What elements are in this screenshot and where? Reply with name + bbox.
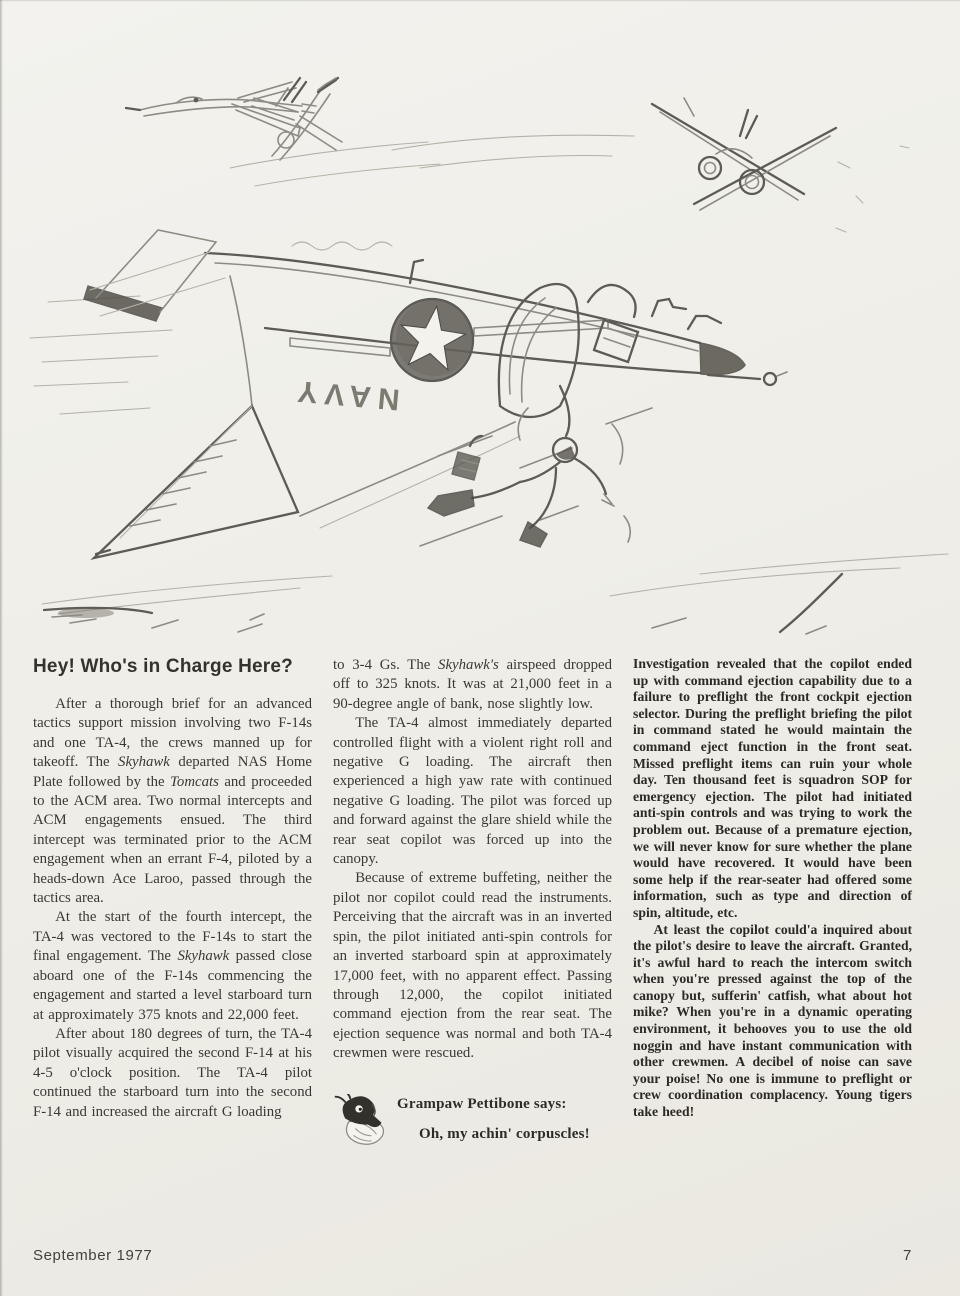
paragraph: After a thorough brief for an advanced tactics support mission involving two F-14s and one TA-4, the crews manned up for takeoff. The Skyhawk departed NAS Home Plate followed by the Tomcats and proceeded to the ACM area. Two normal intercepts and ACM engagements ensued. The third intercept was terminated prior to the ACM engagement when an errant F-4, piloted by a heads-down Ace Laroo, passed through the tactics area. (33, 696, 312, 907)
column-2 (333, 656, 612, 1148)
page-number: 7 (903, 1247, 912, 1264)
speed-lines (30, 296, 652, 546)
column-1-text (33, 695, 312, 1122)
ground-sketch (42, 554, 948, 634)
fighter-jet-top-right (652, 98, 909, 232)
issue-date: September 1977 (33, 1247, 153, 1264)
paragraph: Investigation revealed that the copilot ended up with command ejection capability due to a failure to preflight the front cockpit ejection selector. During the preflight briefing the pilot in command stated he would maintain the command eject function in the front seat. Missed preflight items can ruin your whole day. Ten thousand feet is squadron SOP for emergency ejection. The pilot had initiated anti-spin controls and was trying to work the problem out. Because of a premature ejection, we will never know for sure whether the plane would have recovered. It would have been some help if the rear-seater had offered some information, such as type and direction of spin, altitude, etc. (633, 656, 912, 920)
fighter-jets-top-left (126, 78, 342, 160)
grampaw-pettibone-icon (333, 1094, 385, 1148)
grampaw-says-label: Grampaw Pettibone says: (397, 1095, 567, 1112)
article-heading: Hey! Who's in Charge Here? (33, 656, 293, 677)
paragraph: At least the copilot could'a inquired about the pilot's desire to leave the aircraft. Granted, it's awful hard to reach the intercom switch when you're pressed against the top of the canopy but, sufferin' catfish, what about hot mike? When you're in a dynamic operating environment, it behooves you to use the old noggin and have instant communication with other crewmen. A decibel of noise can save your poise! No one is immune to preflight or crew coordination complacency. Young tigers take heed! (633, 921, 912, 1120)
article-body (33, 656, 912, 1148)
cartoon-illustration (0, 76, 960, 651)
grampaw-pettibone-text (397, 1092, 612, 1143)
column-2-text (333, 656, 612, 1064)
paragraph: At the start of the fourth intercept, the TA-4 was vectored to the F-14s to start the final engagement. The Skyhawk passed close aboard one of the F-14s commencing the engagement and started a level starboard turn at approximately 375 knots and 22,000 feet. (33, 909, 312, 1023)
paragraph: Because of extreme buffeting, neither the pilot nor copilot could read the instruments. Perceiving that the aircraft was in an inverted spin, the pilot initiated anti-spin controls for an inverted starboard spin at approximately 17,000 feet, with no apparent effect. Passing through 12,000, the copilot initiated command ejection from the rear seat. The ejection sequence was normal and both TA-4 crewmen were rescued. (333, 870, 612, 1062)
paragraph: After about 180 degrees of turn, the TA-4 pilot visually acquired the second F-14 at his 4-5 o'clock position. The TA-4 pilot continued the starboard turn into the second F-14 and increased the aircraft G loading (33, 1025, 312, 1120)
paragraph: The TA-4 almost immediately departed controlled flight with a violent right roll and negative G loading. The aircraft then experienced a high yaw rate with continued negative G loading. The pilot was forced up and forward against the glare shield while the rear seat copilot was forced up into the canopy. (333, 715, 612, 868)
wind-lines-decoration (230, 135, 634, 186)
column-1 (33, 656, 312, 1148)
paragraph: to 3-4 Gs. The Skyhawk's airspeed dropped off to 325 knots. It was at 21,000 feet in a 90-degree angle of bank, nose slightly low. (333, 657, 612, 712)
grampaw-pettibone-block (333, 1092, 612, 1148)
navy-marking: NAVY (289, 373, 401, 416)
page-footer (33, 1247, 912, 1264)
column-3-text (633, 656, 912, 1121)
flailing-crewman-figure (428, 386, 630, 547)
grampaw-quote: Oh, my achin' corpuscles! (419, 1125, 590, 1142)
boot (428, 490, 474, 516)
column-3 (633, 656, 912, 1148)
boot (520, 522, 547, 547)
